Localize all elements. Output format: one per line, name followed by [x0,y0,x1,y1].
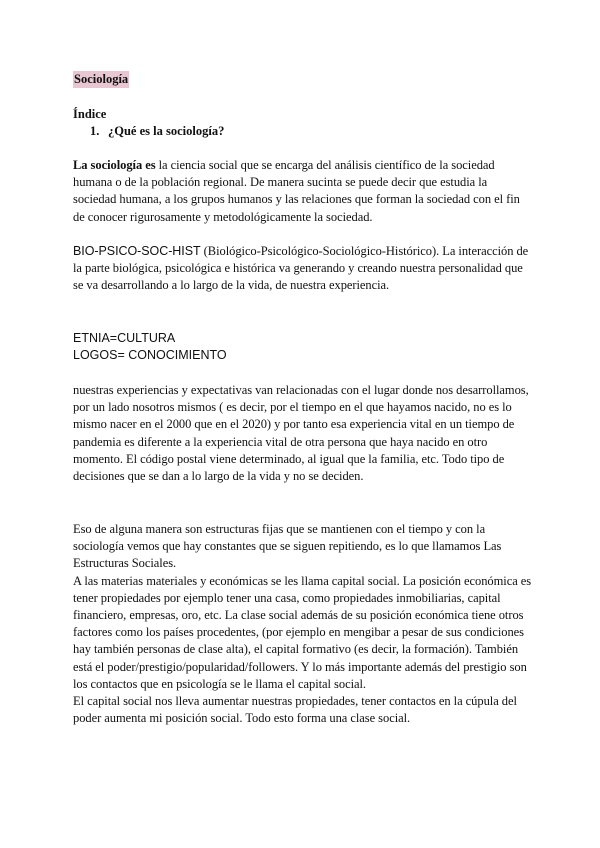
bio-text: (Biológico-Psicológico-Sociológico-Histórico). La interacción de la parte biológica, psicológica e histórica va generando y creando nuestra personalidad que se va desarrollando a lo largo de la vida, de nuestra experiencia. [73,244,529,293]
capital-paragraph: A las materias materiales y económicas se les llama capital social. La posición económica es tener propiedades por ejemplo tener una casa, como propiedades inmobiliarias, capital financiero, empresas, oro, etc. La clase social además de su posición económica tiene otros factores como los países procedentes, (por ejemplo en mengibar a pesar de sus condiciones hay también personas de clase alta), el capital formativo (es decir, la formación). También está el poder/prestigio/popularidad/followers. Y lo más importante además del prestigio son los contactos que en psicología se le llama el capital social. [73,573,532,691]
bio-acronym: BIO-PSICO-SOC-HIST [73,244,201,258]
index-item-label: ¿Qué es la sociología? [108,124,225,138]
estructuras-paragraph: Eso de alguna manera son estructuras fijas que se mantienen con el tiempo y con la sociología vemos que hay constantes que se siguen repitiendo, es lo que llamamos Las Estructuras Sociales. [73,522,502,571]
index-item-1 [90,123,224,140]
etnia-line: ETNIA=CULTURA [73,331,176,345]
etnia-logos-block [73,330,533,364]
cupula-paragraph: El capital social nos lleva aumentar nuestras propiedades, tener contactos en la cúpula del poder aumenta mi posición social. Todo esto forma una clase social. [73,694,517,726]
estructuras-section [73,521,533,727]
experiencias-paragraph: nuestras experiencias y expectativas van relacionadas con el lugar donde nos desarrollamos, por un lado nosotros mismos ( es decir, por el tiempo en el que hayamos nacido, no es lo mismo nacer en el 2000 que en el 2020) y por tanto esa experiencia vital en un tiempo de pandemia es diferente a la experiencia vital de otra persona que haya nacido en otro momento. El código postal viene determinado, al igual que la familia, etc. Todo tipo de decisiones que se dan a lo largo de la vida y no se deciden. [73,383,529,484]
logos-line: LOGOS= CONOCIMIENTO [73,348,227,362]
definition-text: la ciencia social que se encarga del análisis científico de la sociedad humana o de la población regional. De manera sucinta se puede decir que estudia la sociedad humana, a los grupos humanos y las relaciones que forman la sociedad con el fin de conocer rigurosamente y metodológicamente la sociedad. [73,158,520,224]
definition-term: La sociología es [73,158,156,172]
document-title: Sociología [74,72,129,86]
index-heading: Índice [73,107,107,121]
bio-paragraph [73,243,533,295]
definition-paragraph [73,157,533,226]
index-item-number: 1. [90,124,100,138]
